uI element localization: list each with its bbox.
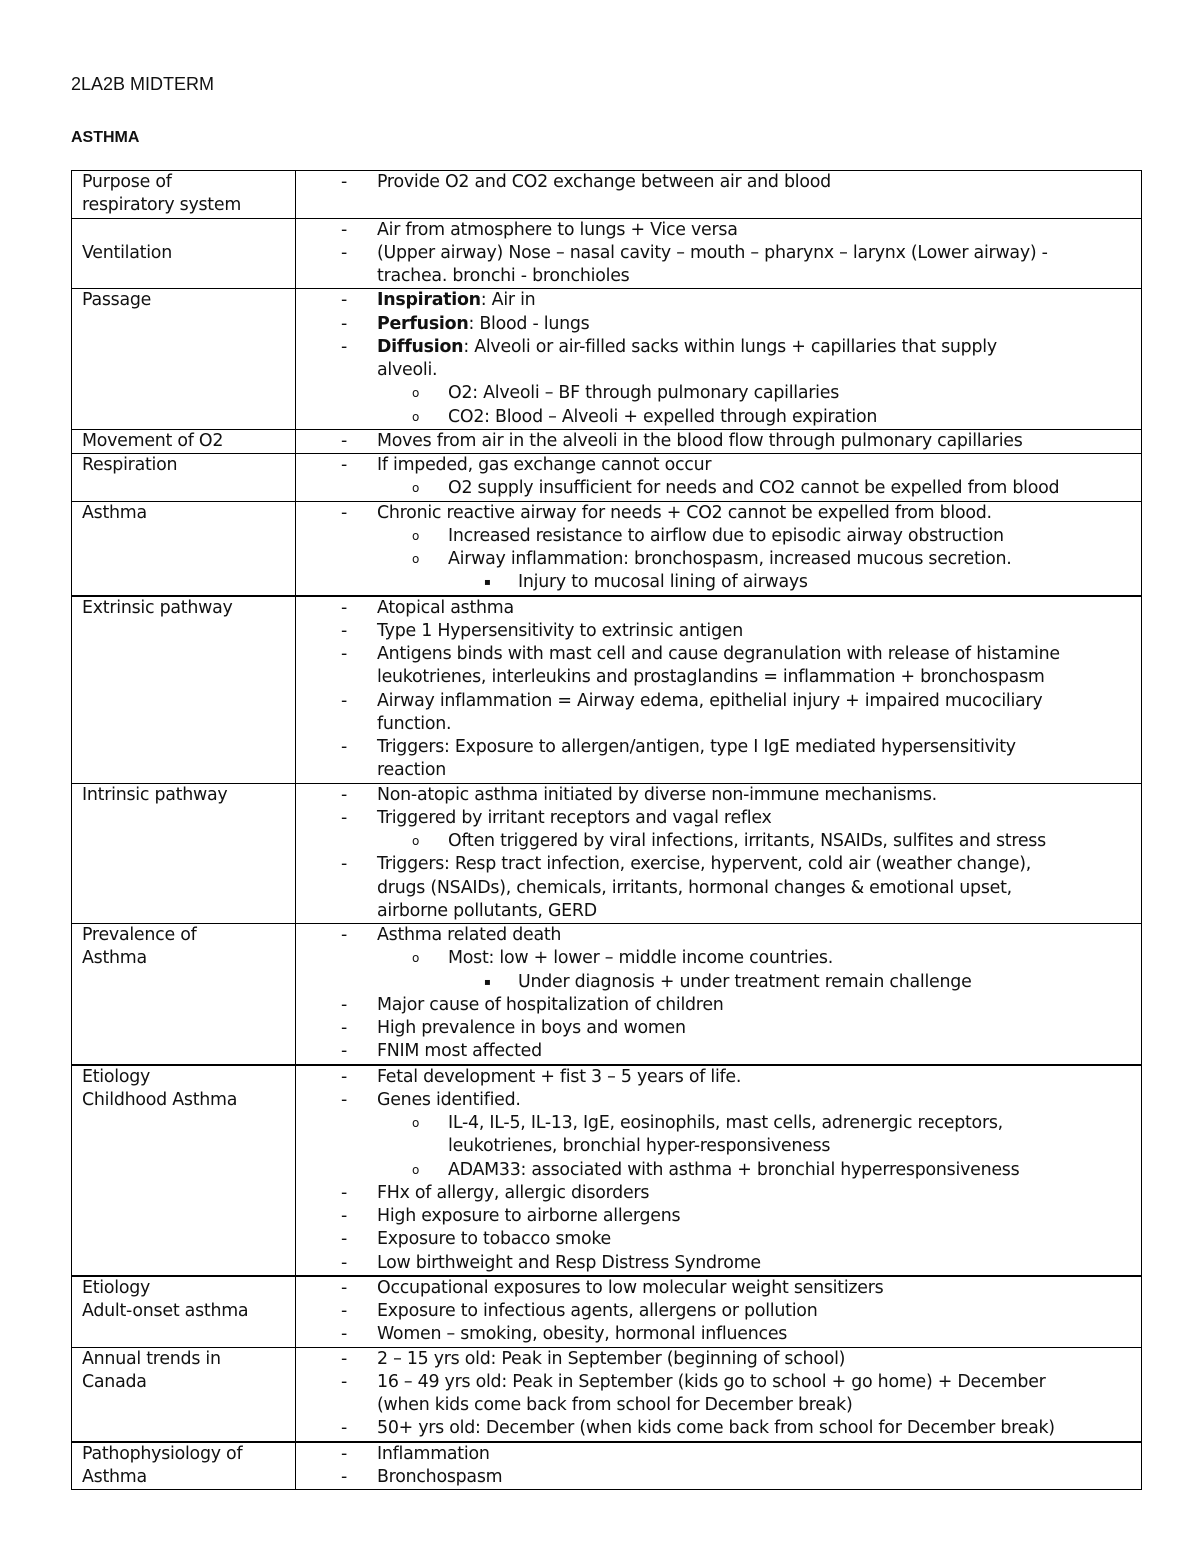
list-item-continuation bbox=[296, 1135, 1137, 1158]
dash-bullet-icon: - bbox=[341, 807, 348, 828]
list-item bbox=[296, 1300, 1137, 1323]
line-text: Antigens binds with mast cell and cause degranulation with release of histamine bbox=[377, 644, 1060, 664]
line-text: Exposure to tobacco smoke bbox=[377, 1229, 612, 1250]
dash-bullet-icon: - bbox=[341, 925, 348, 945]
dash-bullet-icon: - bbox=[341, 1371, 348, 1392]
list-item bbox=[296, 430, 1137, 453]
dash-bullet-icon: - bbox=[341, 784, 348, 805]
keyword: Inspiration bbox=[377, 290, 481, 311]
line-text: IL-4, IL-5, IL-13, IgE, eosinophils, mast cells, adrenergic receptors, bbox=[448, 1113, 1003, 1133]
circle-bullet-icon: o bbox=[412, 834, 420, 848]
line-text: High exposure to airborne allergens bbox=[377, 1206, 681, 1226]
row-content-cell bbox=[296, 1065, 1142, 1276]
circle-bullet-icon: o bbox=[412, 552, 420, 566]
list-item bbox=[296, 1466, 1137, 1489]
circle-bullet-icon: o bbox=[412, 951, 420, 966]
row-label-cell bbox=[72, 1442, 296, 1490]
row-content-cell bbox=[296, 924, 1142, 1065]
row-label-cell bbox=[72, 429, 296, 453]
row-label-line: Canada bbox=[82, 1371, 147, 1392]
row-label-cell bbox=[72, 783, 296, 924]
table-row bbox=[72, 1276, 1142, 1347]
line-text: High prevalence in boys and women bbox=[377, 1018, 686, 1038]
line-text: Airway inflammation = Airway edema, epithelial injury + impaired mucociliary bbox=[377, 690, 1043, 711]
dash-bullet-icon: - bbox=[341, 502, 348, 523]
square-bullet-icon: ▪ bbox=[484, 976, 491, 988]
list-item bbox=[296, 853, 1137, 876]
line-text: Airway inflammation: bronchospasm, increased mucous secretion. bbox=[448, 549, 1012, 569]
line-text: reaction bbox=[377, 760, 446, 781]
list-item bbox=[296, 1205, 1137, 1228]
table-row bbox=[72, 171, 1142, 219]
row-label-line: Purpose of bbox=[82, 172, 172, 192]
row-label-cell bbox=[72, 454, 296, 502]
row-label-cell bbox=[72, 1347, 296, 1442]
line-text: FNIM most affected bbox=[377, 1041, 542, 1062]
list-item bbox=[296, 454, 1137, 477]
row-content-cell bbox=[296, 429, 1142, 453]
list-item bbox=[296, 1417, 1137, 1440]
dash-bullet-icon: - bbox=[341, 737, 348, 757]
line-text: Atopical asthma bbox=[377, 597, 514, 618]
line-text: Women – smoking, obesity, hormonal influences bbox=[377, 1324, 788, 1345]
line-text: Provide O2 and CO2 exchange between air and blood bbox=[377, 172, 831, 192]
document-title: 2LA2B MIDTERM bbox=[71, 74, 215, 94]
dash-bullet-icon: - bbox=[341, 690, 348, 711]
row-label-line: Etiology bbox=[82, 1277, 151, 1298]
dash-bullet-icon: - bbox=[341, 1466, 348, 1487]
dash-bullet-icon: - bbox=[341, 1229, 348, 1250]
circle-bullet-icon: o bbox=[412, 386, 420, 401]
line-text: CO2: Blood – Alveoli + expelled through expiration bbox=[448, 406, 878, 427]
circle-bullet-icon: o bbox=[412, 1116, 420, 1130]
row-label-cell bbox=[72, 1276, 296, 1347]
dash-bullet-icon: - bbox=[341, 1252, 348, 1273]
row-content-cell bbox=[296, 1276, 1142, 1347]
list-item bbox=[296, 924, 1137, 947]
row-content-cell bbox=[296, 1347, 1142, 1442]
dash-bullet-icon: - bbox=[341, 455, 348, 475]
line-text: (Upper airway) Nose – nasal cavity – mouth – pharynx – larynx (Lower airway) - bbox=[377, 242, 1048, 263]
keyword: Perfusion bbox=[377, 313, 469, 334]
dash-bullet-icon: - bbox=[341, 1206, 348, 1226]
line-text: : Blood - lungs bbox=[468, 313, 590, 334]
row-label-cell bbox=[72, 218, 296, 289]
list-item bbox=[296, 1371, 1137, 1394]
list-item bbox=[296, 242, 1137, 265]
sub-list-item bbox=[296, 406, 1137, 429]
row-content-cell bbox=[296, 783, 1142, 924]
line-text: Under diagnosis + under treatment remain challenge bbox=[518, 971, 972, 992]
table-row bbox=[72, 429, 1142, 453]
line-text: Most: low + lower – middle income countries. bbox=[448, 948, 833, 969]
line-text: Inflammation bbox=[377, 1443, 490, 1464]
table-row bbox=[72, 924, 1142, 1065]
line-text: Type 1 Hypersensitivity to extrinsic antigen bbox=[377, 620, 743, 641]
list-item bbox=[296, 994, 1137, 1017]
row-label-line: Intrinsic pathway bbox=[82, 784, 228, 805]
dash-bullet-icon: - bbox=[341, 172, 348, 192]
list-item-continuation bbox=[296, 265, 1137, 288]
table-row bbox=[72, 218, 1142, 289]
dash-bullet-icon: - bbox=[341, 1018, 348, 1038]
list-item bbox=[296, 1089, 1137, 1112]
line-text: trachea. bronchi - bronchioles bbox=[377, 266, 630, 286]
line-text: Exposure to infectious agents, allergens or pollution bbox=[377, 1301, 818, 1321]
notes-table bbox=[71, 170, 1142, 1490]
dash-bullet-icon: - bbox=[341, 290, 348, 311]
circle-bullet-icon: o bbox=[412, 528, 420, 543]
row-label-line: Asthma bbox=[82, 948, 147, 969]
line-text: FHx of allergy, allergic disorders bbox=[377, 1182, 650, 1203]
table-row bbox=[72, 454, 1142, 502]
line-text: ADAM33: associated with asthma + bronchial hyperresponsiveness bbox=[448, 1159, 1020, 1180]
sub-sub-list-item bbox=[296, 571, 1137, 594]
list-item bbox=[296, 807, 1137, 830]
line-text: Chronic reactive airway for needs + CO2 cannot be expelled from blood. bbox=[377, 502, 992, 523]
line-text: Often triggered by viral infections, irritants, NSAIDs, sulfites and stress bbox=[448, 831, 1046, 851]
dash-bullet-icon: - bbox=[341, 430, 348, 451]
list-item bbox=[296, 1228, 1137, 1251]
line-text: Triggered by irritant receptors and vagal reflex bbox=[377, 807, 772, 828]
row-label-line: Adult-onset asthma bbox=[82, 1301, 249, 1321]
row-label-line: Ventilation bbox=[82, 242, 172, 263]
dash-bullet-icon: - bbox=[341, 597, 348, 618]
dash-bullet-icon: - bbox=[341, 1182, 348, 1203]
list-item-continuation bbox=[296, 713, 1137, 736]
dash-bullet-icon: - bbox=[341, 1418, 348, 1439]
table-row bbox=[72, 289, 1142, 430]
list-item-continuation bbox=[296, 759, 1137, 782]
row-label-line: Asthma bbox=[82, 1466, 147, 1487]
dash-bullet-icon: - bbox=[341, 620, 348, 641]
list-item bbox=[296, 784, 1137, 807]
circle-bullet-icon: o bbox=[412, 481, 420, 496]
list-item bbox=[296, 643, 1137, 666]
line-text: Bronchospasm bbox=[377, 1466, 503, 1487]
table-row bbox=[72, 596, 1142, 784]
table-row bbox=[72, 783, 1142, 924]
line-text: Fetal development + fist 3 – 5 years of life. bbox=[377, 1066, 742, 1087]
dash-bullet-icon: - bbox=[341, 1348, 348, 1369]
row-label-line: Passage bbox=[82, 290, 152, 311]
list-item bbox=[296, 171, 1137, 194]
list-item bbox=[296, 1348, 1137, 1371]
line-text: Triggers: Exposure to allergen/antigen, type I IgE mediated hypersensitivity bbox=[377, 737, 1016, 757]
row-label-line: Pathophysiology of bbox=[82, 1443, 243, 1464]
dash-bullet-icon: - bbox=[341, 854, 348, 875]
sub-list-item bbox=[296, 548, 1137, 571]
list-item bbox=[296, 336, 1137, 359]
row-label-line bbox=[82, 219, 291, 242]
row-label-cell bbox=[72, 924, 296, 1065]
row-content-cell bbox=[296, 218, 1142, 289]
dash-bullet-icon: - bbox=[341, 1301, 348, 1321]
list-item bbox=[296, 620, 1137, 643]
row-label-cell bbox=[72, 596, 296, 784]
row-label-line: Prevalence of bbox=[82, 925, 197, 945]
dash-bullet-icon: - bbox=[341, 336, 348, 357]
list-item bbox=[296, 1443, 1137, 1466]
list-item bbox=[296, 736, 1137, 759]
square-bullet-icon: ▪ bbox=[484, 577, 491, 589]
list-item bbox=[296, 289, 1137, 312]
row-label-line: respiratory system bbox=[82, 195, 242, 216]
row-content-cell bbox=[296, 596, 1142, 784]
sub-sub-list-item bbox=[296, 971, 1137, 994]
row-label-line: Respiration bbox=[82, 455, 178, 475]
row-label-line: Annual trends in bbox=[82, 1348, 221, 1369]
notes-table-body bbox=[72, 171, 1142, 1490]
row-content-cell bbox=[296, 501, 1142, 596]
line-text: (when kids come back from school for December break) bbox=[377, 1395, 853, 1415]
list-item bbox=[296, 1277, 1137, 1300]
dash-bullet-icon: - bbox=[341, 1324, 348, 1345]
line-text: drugs (NSAIDs), chemicals, irritants, hormonal changes & emotional upset, bbox=[377, 877, 1012, 898]
row-content-cell bbox=[296, 171, 1142, 219]
dash-bullet-icon: - bbox=[341, 1443, 348, 1464]
line-text: O2 supply insufficient for needs and CO2 cannot be expelled from blood bbox=[448, 478, 1060, 499]
line-text: Major cause of hospitalization of children bbox=[377, 994, 724, 1015]
line-text: Triggers: Resp tract infection, exercise, hypervent, cold air (weather change), bbox=[377, 854, 1032, 875]
line-text: Genes identified. bbox=[377, 1089, 521, 1110]
dash-bullet-icon: - bbox=[341, 219, 348, 240]
list-item bbox=[296, 502, 1137, 525]
line-text: Injury to mucosal lining of airways bbox=[518, 572, 808, 593]
row-content-cell bbox=[296, 289, 1142, 430]
dash-bullet-icon: - bbox=[341, 1041, 348, 1062]
row-label-line: Etiology bbox=[82, 1066, 151, 1087]
row-label-cell bbox=[72, 501, 296, 596]
list-item-continuation bbox=[296, 900, 1137, 923]
list-item-continuation bbox=[296, 359, 1137, 382]
dash-bullet-icon: - bbox=[341, 1066, 348, 1087]
dash-bullet-icon: - bbox=[341, 1089, 348, 1110]
row-label-line: Extrinsic pathway bbox=[82, 597, 233, 618]
table-row bbox=[72, 1347, 1142, 1442]
dash-bullet-icon: - bbox=[341, 1277, 348, 1298]
line-text: leukotrienes, bronchial hyper-responsiveness bbox=[448, 1136, 831, 1157]
sub-list-item bbox=[296, 1159, 1137, 1182]
line-text: 16 – 49 yrs old: Peak in September (kids go to school + go home) + December bbox=[377, 1371, 1046, 1392]
sub-list-item bbox=[296, 947, 1137, 970]
sub-list-item bbox=[296, 477, 1137, 500]
list-item bbox=[296, 1017, 1137, 1040]
line-text: If impeded, gas exchange cannot occur bbox=[377, 455, 712, 475]
table-row bbox=[72, 1442, 1142, 1490]
row-label-line: Asthma bbox=[82, 502, 147, 523]
section-title: ASTHMA bbox=[71, 129, 140, 146]
row-label-cell bbox=[72, 289, 296, 430]
line-text: : Alveoli or air-filled sacks within lungs + capillaries that supply bbox=[463, 336, 997, 357]
list-item bbox=[296, 1252, 1137, 1275]
list-item bbox=[296, 313, 1137, 336]
circle-bullet-icon: o bbox=[412, 1162, 420, 1177]
list-item-continuation bbox=[296, 1394, 1137, 1417]
list-item-continuation bbox=[296, 666, 1137, 689]
circle-bullet-icon: o bbox=[412, 409, 420, 424]
row-content-cell bbox=[296, 1442, 1142, 1490]
line-text: Air from atmosphere to lungs + Vice versa bbox=[377, 219, 738, 240]
list-item bbox=[296, 1182, 1137, 1205]
table-row bbox=[72, 1065, 1142, 1276]
dash-bullet-icon: - bbox=[341, 994, 348, 1015]
list-item bbox=[296, 1066, 1137, 1089]
row-label-line: Childhood Asthma bbox=[82, 1089, 238, 1110]
list-item bbox=[296, 1040, 1137, 1063]
line-text: leukotrienes, interleukins and prostaglandins = inflammation + bronchospasm bbox=[377, 667, 1045, 688]
sub-list-item bbox=[296, 525, 1137, 548]
row-label-cell bbox=[72, 1065, 296, 1276]
line-text: Increased resistance to airflow due to episodic airway obstruction bbox=[448, 525, 1004, 546]
list-item bbox=[296, 690, 1137, 713]
line-text: airborne pollutants, GERD bbox=[377, 900, 597, 921]
line-text: : Air in bbox=[480, 290, 536, 311]
list-item bbox=[296, 597, 1137, 620]
keyword: Diffusion bbox=[377, 336, 464, 357]
line-text: function. bbox=[377, 713, 452, 734]
line-text: Low birthweight and Resp Distress Syndrome bbox=[377, 1252, 761, 1273]
row-label-cell bbox=[72, 171, 296, 219]
table-row bbox=[72, 501, 1142, 596]
sub-list-item bbox=[296, 382, 1137, 405]
line-text: Asthma related death bbox=[377, 925, 562, 945]
list-item-continuation bbox=[296, 877, 1137, 900]
dash-bullet-icon: - bbox=[341, 242, 348, 263]
sub-list-item bbox=[296, 1112, 1137, 1135]
line-text: 50+ yrs old: December (when kids come back from school for December break) bbox=[377, 1418, 1055, 1439]
row-content-cell bbox=[296, 454, 1142, 502]
sub-list-item bbox=[296, 830, 1137, 853]
list-item bbox=[296, 219, 1137, 242]
dash-bullet-icon: - bbox=[341, 313, 348, 334]
line-text: 2 – 15 yrs old: Peak in September (beginning of school) bbox=[377, 1348, 846, 1369]
line-text: alveoli. bbox=[377, 360, 438, 380]
line-text: Moves from air in the alveoli in the blood flow through pulmonary capillaries bbox=[377, 430, 1023, 451]
line-text: Non-atopic asthma initiated by diverse non-immune mechanisms. bbox=[377, 784, 937, 805]
list-item bbox=[296, 1323, 1137, 1346]
dash-bullet-icon: - bbox=[341, 644, 348, 664]
line-text: O2: Alveoli – BF through pulmonary capillaries bbox=[448, 383, 840, 404]
row-label-line: Movement of O2 bbox=[82, 430, 224, 451]
line-text: Occupational exposures to low molecular weight sensitizers bbox=[377, 1277, 884, 1298]
